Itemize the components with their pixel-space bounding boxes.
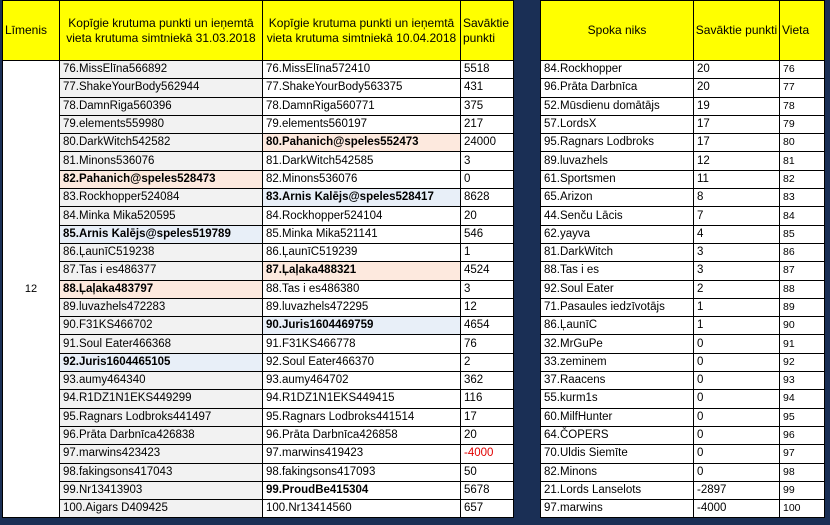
rank-cell-31-03: 100.Aigars D409425 [60, 500, 263, 518]
ghost-nick-cell: 21.Lords Lanselots [541, 481, 694, 499]
collected-points-cell: 20 [461, 207, 514, 225]
rank-cell-10-04: 100.Nr13414560 [263, 500, 461, 518]
rank-cell-10-04: 78.DamnRiga560771 [263, 97, 461, 115]
rank-cell-10-04: 93.aumy464702 [263, 372, 461, 390]
table-row [3, 97, 514, 115]
table-row [3, 79, 514, 97]
place-cell: 90 [780, 317, 825, 335]
table-row [3, 243, 514, 261]
ghost-nick-cell: 82.Minons [541, 463, 694, 481]
place-cell: 88 [780, 280, 825, 298]
rank-cell-31-03: 91.Soul Eater466368 [60, 335, 263, 353]
place-cell: 94 [780, 390, 825, 408]
rank-cell-31-03: 79.elements559980 [60, 115, 263, 133]
table-row [541, 243, 825, 261]
rank-cell-31-03: 96.Prāta Darbnīca426838 [60, 426, 263, 444]
ghost-nick-cell: 65.Arizon [541, 189, 694, 207]
rank-cell-10-04: 79.elements560197 [263, 115, 461, 133]
ghost-nick-cell: 88.Tas i es [541, 262, 694, 280]
ghost-points-cell: 20 [694, 61, 780, 79]
ghost-header-row [541, 1, 825, 61]
place-cell: 83 [780, 189, 825, 207]
rank-cell-31-03: 99.Nr13413903 [60, 481, 263, 499]
rank-cell-10-04: 85.Minka Mika521141 [263, 225, 461, 243]
rank-cell-31-03: 93.aumy464340 [60, 372, 263, 390]
rank-cell-31-03: 77.ShakeYourBody562944 [60, 79, 263, 97]
rank-cell-10-04: 90.Juris1604469759 [263, 317, 461, 335]
table-row [541, 134, 825, 152]
place-cell: 91 [780, 335, 825, 353]
rank-cell-10-04: 91.F31KS466778 [263, 335, 461, 353]
rank-cell-31-03: 82.Pahanich@speles528473 [60, 170, 263, 188]
ghost-nick-cell: 92.Soul Eater [541, 280, 694, 298]
rank-cell-10-04: 88.Tas i es486380 [263, 280, 461, 298]
table-row [3, 280, 514, 298]
rank-cell-31-03: 83.Rockhopper524084 [60, 189, 263, 207]
ghost-points-cell: 3 [694, 262, 780, 280]
table-row [3, 463, 514, 481]
rank-cell-31-03: 78.DamnRiga560396 [60, 97, 263, 115]
rank-cell-10-04: 81.DarkWitch542585 [263, 152, 461, 170]
collected-points-cell: 50 [461, 463, 514, 481]
table-row [541, 115, 825, 133]
place-cell: 86 [780, 243, 825, 261]
ghost-nick-cell: 86.ĻaunīC [541, 317, 694, 335]
rank-cell-10-04: 83.Arnis Kalējs@speles528417 [263, 189, 461, 207]
rank-cell-31-03: 81.Minons536076 [60, 152, 263, 170]
ghost-nick-cell: 60.MilfHunter [541, 408, 694, 426]
table-row [3, 170, 514, 188]
table-row [3, 500, 514, 518]
collected-points-cell: 546 [461, 225, 514, 243]
rank-cell-10-04: 77.ShakeYourBody563375 [263, 79, 461, 97]
ghost-nick-cell: 84.Rockhopper [541, 61, 694, 79]
collected-points-cell: 1 [461, 243, 514, 261]
table-row [541, 426, 825, 444]
place-cell: 78 [780, 97, 825, 115]
place-cell: 92 [780, 353, 825, 371]
ghost-points-cell: 20 [694, 79, 780, 97]
collected-points-cell: 431 [461, 79, 514, 97]
table-row [541, 317, 825, 335]
ghost-points-cell: 0 [694, 408, 780, 426]
table-row [3, 189, 514, 207]
table-row [3, 317, 514, 335]
header-place: Vieta [780, 1, 825, 61]
table-row [3, 372, 514, 390]
header-collected-points: Savāktie punkti [461, 1, 514, 61]
rank-cell-31-03: 98.fakingsons417043 [60, 463, 263, 481]
collected-points-cell: 5678 [461, 481, 514, 499]
rank-cell-10-04: 87.Ļaļaka488321 [263, 262, 461, 280]
table-row [541, 390, 825, 408]
ghost-points-cell: -4000 [694, 500, 780, 518]
place-cell: 84 [780, 207, 825, 225]
rank-cell-10-04: 99.ProudBe415304 [263, 481, 461, 499]
ghost-points-cell: 7 [694, 207, 780, 225]
ghost-nick-cell: 55.kurm1s [541, 390, 694, 408]
ghost-points-cell: 0 [694, 335, 780, 353]
rank-cell-31-03: 95.Ragnars Lodbroks441497 [60, 408, 263, 426]
header-points-10-04: Kopīgie krutuma punkti un ieņemtā vieta krutuma simtniekā 10.04.2018 [263, 1, 461, 61]
table-row [3, 335, 514, 353]
collected-points-cell: 3 [461, 152, 514, 170]
ghost-points-cell: 2 [694, 280, 780, 298]
ghost-nick-cell: 71.Pasaules iedzīvotājs [541, 298, 694, 316]
rank-cell-31-03: 88.Ļaļaka483797 [60, 280, 263, 298]
header-ghost-points: Savāktie punkti [694, 1, 780, 61]
table-row [3, 445, 514, 463]
rank-cell-31-03: 87.Tas i es486377 [60, 262, 263, 280]
ghost-points-cell: 0 [694, 390, 780, 408]
collected-points-cell: 4524 [461, 262, 514, 280]
ghost-points-cell: 0 [694, 426, 780, 444]
collected-points-cell: 362 [461, 372, 514, 390]
ghost-points-cell: 11 [694, 170, 780, 188]
ghost-nick-cell: 97.marwins [541, 500, 694, 518]
place-cell: 85 [780, 225, 825, 243]
rank-cell-31-03: 94.R1DZ1N1EKS449299 [60, 390, 263, 408]
collected-points-cell: 657 [461, 500, 514, 518]
ghost-nick-cell: 70.Uldis Siemīte [541, 445, 694, 463]
table-row [541, 445, 825, 463]
table-row [541, 225, 825, 243]
rank-cell-31-03: 80.DarkWitch542582 [60, 134, 263, 152]
place-cell: 82 [780, 170, 825, 188]
collected-points-cell: -4000 [461, 445, 514, 463]
collected-points-cell: 0 [461, 170, 514, 188]
collected-points-cell: 5518 [461, 61, 514, 79]
table-row [541, 97, 825, 115]
place-cell: 89 [780, 298, 825, 316]
ghost-points-cell: 1 [694, 298, 780, 316]
rank-cell-31-03: 76.MissElīna566892 [60, 61, 263, 79]
collected-points-cell: 24000 [461, 134, 514, 152]
ghost-nick-cell: 33.zeminem [541, 353, 694, 371]
place-cell: 79 [780, 115, 825, 133]
ghost-nick-cell: 61.Sportsmen [541, 170, 694, 188]
rank-cell-31-03: 89.luvazhels472283 [60, 298, 263, 316]
ghost-nick-cell: 57.LordsX [541, 115, 694, 133]
table-row [3, 61, 514, 79]
rank-cell-31-03: 90.F31KS466702 [60, 317, 263, 335]
table-row [3, 481, 514, 499]
ghost-nick-cell: 32.MrGuPe [541, 335, 694, 353]
place-cell: 98 [780, 463, 825, 481]
ghost-nick-cell: 95.Ragnars Lodbroks [541, 134, 694, 152]
rank-cell-10-04: 94.R1DZ1N1EKS449415 [263, 390, 461, 408]
table-row [3, 426, 514, 444]
place-cell: 81 [780, 152, 825, 170]
rank-cell-10-04: 89.luvazhels472295 [263, 298, 461, 316]
ghost-points-cell: 17 [694, 134, 780, 152]
rank-cell-10-04: 86.ĻaunīC519239 [263, 243, 461, 261]
table-row [3, 207, 514, 225]
ghost-points-cell: 17 [694, 115, 780, 133]
ghost-points-cell: -2897 [694, 481, 780, 499]
rank-cell-10-04: 84.Rockhopper524104 [263, 207, 461, 225]
ghost-nick-cell: 96.Prāta Darbnīca [541, 79, 694, 97]
collected-points-cell: 3 [461, 280, 514, 298]
table-row [541, 372, 825, 390]
table-row [541, 262, 825, 280]
ghost-nick-cell: 89.luvazhels [541, 152, 694, 170]
collected-points-cell: 4654 [461, 317, 514, 335]
rank-cell-10-04: 95.Ragnars Lodbroks441514 [263, 408, 461, 426]
place-cell: 93 [780, 372, 825, 390]
table-row [3, 152, 514, 170]
table-row [3, 390, 514, 408]
rank-cell-10-04: 80.Pahanich@speles552473 [263, 134, 461, 152]
rank-cell-10-04: 92.Soul Eater466370 [263, 353, 461, 371]
ghost-nick-cell: 52.Mūsdienu domātājs [541, 97, 694, 115]
rank-cell-31-03: 85.Arnis Kalējs@speles519789 [60, 225, 263, 243]
ghost-points-cell: 3 [694, 243, 780, 261]
table-row [541, 353, 825, 371]
ghost-table [540, 0, 825, 518]
rank-cell-10-04: 96.Prāta Darbnīca426858 [263, 426, 461, 444]
table-row [3, 115, 514, 133]
table-row [541, 79, 825, 97]
rank-cell-31-03: 92.Juris1604465105 [60, 353, 263, 371]
place-cell: 96 [780, 426, 825, 444]
table-row [541, 481, 825, 499]
rank-cell-10-04: 97.marwins419423 [263, 445, 461, 463]
table-row [3, 262, 514, 280]
ghost-nick-cell: 37.Raacens [541, 372, 694, 390]
rank-cell-10-04: 82.Minons536076 [263, 170, 461, 188]
table-row [541, 298, 825, 316]
place-cell: 87 [780, 262, 825, 280]
collected-points-cell: 8628 [461, 189, 514, 207]
ghost-nick-cell: 62.yayva [541, 225, 694, 243]
ghost-points-cell: 0 [694, 353, 780, 371]
place-cell: 80 [780, 134, 825, 152]
place-cell: 77 [780, 79, 825, 97]
header-level: Līmenis [3, 1, 60, 61]
ranking-header-row [3, 1, 514, 61]
table-row [541, 335, 825, 353]
collected-points-cell: 76 [461, 335, 514, 353]
table-row [541, 207, 825, 225]
table-row [541, 463, 825, 481]
table-row [3, 408, 514, 426]
collected-points-cell: 17 [461, 408, 514, 426]
ghost-nick-cell: 44.Senču Lācis [541, 207, 694, 225]
ghost-points-cell: 4 [694, 225, 780, 243]
table-row [541, 408, 825, 426]
collected-points-cell: 116 [461, 390, 514, 408]
ghost-points-cell: 8 [694, 189, 780, 207]
rank-cell-31-03: 84.Minka Mika520595 [60, 207, 263, 225]
table-row [541, 189, 825, 207]
header-points-31-03: Kopīgie krutuma punkti un ieņemtā vieta krutuma simtniekā 31.03.2018 [60, 1, 263, 61]
table-row [3, 298, 514, 316]
ghost-points-cell: 0 [694, 445, 780, 463]
rank-cell-10-04: 76.MissElīna572410 [263, 61, 461, 79]
table-row [541, 280, 825, 298]
ghost-nick-cell: 64.ČOPERS [541, 426, 694, 444]
place-cell: 99 [780, 481, 825, 499]
ghost-points-cell: 19 [694, 97, 780, 115]
table-row [3, 353, 514, 371]
collected-points-cell: 217 [461, 115, 514, 133]
level-cell: 12 [3, 61, 60, 518]
ghost-points-cell: 0 [694, 372, 780, 390]
place-cell: 76 [780, 61, 825, 79]
ghost-nick-cell: 81.DarkWitch [541, 243, 694, 261]
ghost-points-cell: 12 [694, 152, 780, 170]
table-row [541, 152, 825, 170]
table-row [541, 170, 825, 188]
table-row [3, 134, 514, 152]
collected-points-cell: 375 [461, 97, 514, 115]
rank-cell-31-03: 97.marwins423423 [60, 445, 263, 463]
place-cell: 97 [780, 445, 825, 463]
collected-points-cell: 20 [461, 426, 514, 444]
place-cell: 95 [780, 408, 825, 426]
table-row [541, 500, 825, 518]
collected-points-cell: 2 [461, 353, 514, 371]
place-cell: 100 [780, 500, 825, 518]
ghost-points-cell: 1 [694, 317, 780, 335]
ghost-points-cell: 0 [694, 463, 780, 481]
rank-cell-31-03: 86.ĻaunīC519238 [60, 243, 263, 261]
ranking-table [2, 0, 514, 518]
rank-cell-10-04: 98.fakingsons417093 [263, 463, 461, 481]
table-row [3, 225, 514, 243]
table-row [541, 61, 825, 79]
collected-points-cell: 12 [461, 298, 514, 316]
header-ghost-nick: Spoka niks [541, 1, 694, 61]
